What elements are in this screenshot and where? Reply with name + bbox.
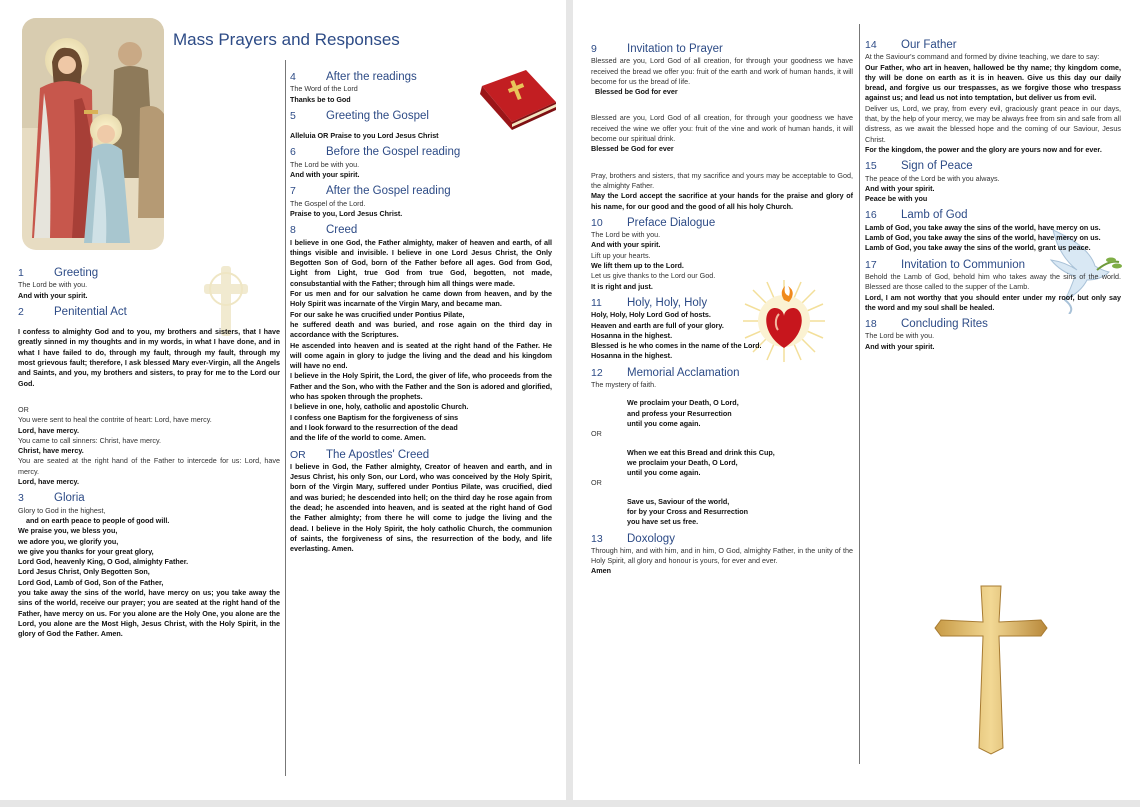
response-text: Lamb of God, you take away the sins of the world, grant us peace. [865, 243, 1091, 253]
spacer [591, 489, 853, 497]
response-text: Lord, I am not worthy that you should enter under my roof, but only say the word and my soul shall be healed. [865, 292, 1121, 312]
response-text: For us men and for our salvation he came down from heaven, and by the Holy Spirit was incarnate of the Virgin Mary, and became man. [290, 289, 552, 309]
priest-text: The Lord be with you. [290, 159, 360, 169]
section-number: 14 [865, 39, 877, 51]
response-text: and the life of the world to come. Amen. [290, 433, 426, 443]
spacer [591, 155, 853, 163]
response-text: for by your Cross and Resurrection [627, 506, 749, 516]
response-text: We proclaim your Death, O Lord, [627, 398, 739, 408]
response-text: Save us, Saviour of the world, [627, 496, 730, 506]
section-number: 9 [591, 43, 597, 55]
section-heading [865, 260, 1121, 270]
section-number: OR [290, 448, 306, 461]
priest-text: Deliver us, Lord, we pray, from every evil, graciously grant peace in our days, that, by the help of your mercy, we may be always free from sin and safe from all distress, as we await the blessed hope and the coming of our Saviour, Jesus Christ. [865, 103, 1121, 144]
section-heading [18, 307, 280, 317]
response-text: When we eat this Bread and drink this Cup, [627, 447, 775, 457]
section-title: Gloria [54, 492, 85, 505]
response-text: until you come again. [627, 418, 701, 428]
priest-text: You were sent to heal the contrite of heart: Lord, have mercy. [18, 415, 212, 425]
response-text: we proclaim your Death, O Lord, [627, 457, 738, 467]
section-title: Invitation to Prayer [627, 43, 723, 55]
response-text: and I look forward to the resurrection of the dead [290, 422, 458, 432]
section-title: Creed [326, 224, 358, 237]
response-text: Our Father, who art in heaven, hallowed be thy name; thy kingdom come, thy will be done on earth as it is in heaven. Give us this day our daily bread, and forgive us our trespasses, as we forgive those who trespass against us; and lead us not into temptation, but deliver us from evil. [865, 62, 1121, 103]
section-number: 1 [18, 267, 24, 279]
response-text: Hosanna in the highest. [591, 351, 673, 361]
section-title: Greeting [54, 267, 99, 279]
response-text: Lamb of God, you take away the sins of the world, have mercy on us. [865, 233, 1101, 243]
response-text: I believe in one God, the Father almighty, maker of heaven and earth, of all things visible and invisible. I believe in one Lord Jesus Christ, the Only Begotten Son of God, born of the Father before all ages. God from God, Light from Light, true God from true God, begotten, not made, consubstantial with the Father; through him all things were made. [290, 237, 552, 288]
section-number: 2 [18, 305, 24, 318]
section-number: 10 [591, 216, 603, 229]
section-heading [290, 186, 552, 196]
spacer [591, 440, 853, 448]
spacer [290, 123, 552, 131]
left-page-column-2 [290, 66, 552, 554]
section-number: 15 [865, 160, 877, 173]
section-number: 4 [290, 71, 296, 83]
response-text: you take away the sins of the world, have mercy on us; you take away the sins of the world, receive our prayer; you are seated at the right hand of the Father, have mercy on us. For you alone are the Holy One, you alone are the Lord, you alone are the Most High, Jesus Christ, with the Holy Spirit, in the glory of God the Father. Amen. [18, 588, 280, 639]
response-text: Heaven and earth are full of your glory. [591, 320, 724, 330]
section-heading [591, 44, 853, 54]
section-heading [865, 319, 1121, 329]
response-text: May the Lord accept the sacrifice at your hands for the praise and glory of his name, for our good and the good of all his holy Church. [591, 191, 853, 211]
response-text: And with your spirit. [865, 341, 935, 351]
response-text: And with your spirit. [290, 170, 360, 180]
section-title: After the Gospel reading [326, 185, 451, 198]
priest-text: Pray, brothers and sisters, that my sacrifice and yours may be acceptable to God, the almighty Father. [591, 170, 853, 190]
response-text: It is right and just. [591, 281, 653, 291]
column-divider [285, 60, 286, 776]
section-title: After the readings [326, 71, 417, 83]
priest-text: The Word of the Lord [290, 84, 358, 94]
section-heading [591, 218, 853, 228]
response-text: Lord God, Lamb of God, Son of the Father, [18, 577, 164, 587]
section-title: Sign of Peace [901, 160, 973, 173]
section-heading [591, 534, 853, 544]
response-text: I confess one Baptism for the forgiveness of sins [290, 412, 459, 422]
section-title: Penitential Act [54, 305, 127, 318]
response-text: I believe in one, holy, catholic and apostolic Church. [290, 402, 469, 412]
response-text: Hosanna in the highest. [591, 330, 673, 340]
priest-text: You are seated at the right hand of the Father to intercede for us: Lord, have mercy. [18, 456, 280, 476]
response-text: Holy, Holy, Holy Lord God of hosts. [591, 310, 711, 320]
response-text: Blessed be God for ever [591, 144, 674, 154]
section-heading [591, 298, 853, 308]
section-title: Memorial Acclamation [627, 366, 740, 379]
response-text: Lord God, heavenly King, O God, almighty Father. [18, 557, 189, 567]
response-text: until you come again. [627, 468, 701, 478]
section-number: 16 [865, 209, 877, 222]
page-title: Mass Prayers and Responses [173, 30, 400, 49]
section-number: 13 [591, 532, 603, 545]
section-title: Lamb of God [901, 209, 968, 222]
section-heading [591, 368, 853, 378]
section-heading [290, 111, 552, 121]
response-text: Praise to you, Lord Jesus Christ. [290, 208, 403, 218]
section-number: 12 [591, 366, 603, 379]
document-page-left [0, 0, 566, 800]
holy-communion-image [22, 18, 164, 250]
spacer [591, 97, 853, 105]
right-page-column-1 [591, 38, 853, 577]
section-heading [290, 450, 552, 460]
response-text: And with your spirit. [18, 290, 88, 300]
section-number: 17 [865, 258, 877, 271]
response-text: you have set us free. [627, 517, 699, 527]
priest-text: Glory to God in the highest, [18, 505, 106, 515]
response-text: He ascended into heaven and is seated at the right hand of the Father. He will come again in glory to judge the living and the dead and his kingdom will have no end. [290, 340, 552, 371]
response-text: Blessed be God for ever [591, 87, 678, 97]
response-text: I believe in the Holy Spirit, the Lord, the giver of life, who proceeds from the Father and the Son, who with the Father and the Son is adored and glorified, who has spoken through the prophets. [290, 371, 552, 402]
response-text: Christ, have mercy. [18, 446, 84, 456]
response-text: Lamb of God, you take away the sins of the world, have mercy on us. [865, 222, 1101, 232]
response-text: and on earth peace to people of good will. [18, 515, 170, 525]
gold-cross-icon [931, 582, 1051, 756]
section-title: Preface Dialogue [627, 216, 716, 229]
priest-text: The Lord be with you. [865, 331, 935, 341]
response-text: I believe in God, the Father almighty, Creator of heaven and earth, and in Jesus Christ, his only Son, our Lord, who was conceived by the Holy Spirit, born of the Virgin Mary, suffered under Pontius Pilate, was crucified, died and was buried; he descended into hell; on the third day he rose again from the dead; he ascended into heaven, and is seated at the right hand of God the Father almighty; from there he will come to judge the living and the dead. I believe in the Holy Spirit, the holy catholic Church, the communion of saints, the forgiveness of sins, the resurrection of the body, and life everlasting. Amen. [290, 461, 552, 554]
spacer [591, 163, 853, 171]
section-title: The Apostles' Creed [326, 448, 430, 461]
section-number: 7 [290, 185, 296, 198]
section-heading [865, 161, 1121, 171]
response-text: We lift them up to the Lord. [591, 261, 684, 271]
priest-text: OR [18, 404, 29, 414]
response-text: Amen [591, 566, 611, 576]
spacer [18, 389, 280, 397]
right-page-column-2 [865, 34, 1121, 352]
section-title: Greeting the Gospel [326, 109, 429, 122]
priest-text: The Gospel of the Lord. [290, 198, 366, 208]
section-heading [290, 72, 552, 82]
priest-text: Through him, and with him, and in him, O God, almighty Father, in the unity of the Holy Spirit, all glory and honour is yours, for ever and ever. [591, 545, 853, 566]
section-title: Holy, Holy, Holy [627, 296, 708, 309]
priest-text: Let us give thanks to the Lord our God. [591, 271, 716, 281]
section-title: Concluding Rites [901, 318, 988, 331]
section-title: Our Father [901, 39, 957, 51]
response-text: he suffered death and was buried, and rose again on the third day in accordance with the Scriptures. [290, 319, 552, 340]
priest-text: The Lord be with you. [18, 280, 88, 290]
section-heading [865, 210, 1121, 220]
section-heading [18, 268, 280, 278]
spacer [18, 319, 280, 327]
priest-text: At the Saviour's command and formed by divine teaching, we dare to say: [865, 52, 1100, 62]
section-heading [865, 40, 1121, 50]
response-text: Lord, have mercy. [18, 477, 79, 487]
section-number: 18 [865, 318, 877, 331]
spacer [591, 390, 853, 398]
response-text: I confess to almighty God and to you, my brothers and sisters, that I have greatly sinned in my thoughts and in my words, in what I have done, and in what I have failed to do, through my fault, through my fault, through my most grievous fault; therefore, I ask blessed Mary ever-Virgin, all the Angels and Saints, and you, my brothers and sisters, to pray for me to the Lord our God. [18, 327, 280, 388]
section-number: 8 [290, 224, 296, 237]
priest-text: Behold the Lamb of God, behold him who takes away the sins of the world. Blessed are those called to the supper of the Lamb. [865, 271, 1121, 292]
section-heading [290, 225, 552, 235]
response-text: And with your spirit. [865, 183, 935, 193]
priest-text: The peace of the Lord be with you always. [865, 173, 1000, 183]
section-number: 5 [290, 109, 296, 122]
response-text: Alleluia OR Praise to you Lord Jesus Christ [290, 131, 439, 141]
priest-text: Blessed are you, Lord God of all creation, for through your goodness we have received the wine we offer you: fruit of the vine and work of human hands, it will become our spiritual drink. [591, 113, 853, 144]
priest-text: Blessed are you, Lord God of all creation, for through your goodness we have received the bread we offer you: fruit of the earth and work of human hands, it will become for us the bread of life. [591, 56, 853, 86]
response-text: Peace be with you [865, 194, 928, 204]
section-number: 6 [290, 146, 296, 159]
priest-text: OR [591, 478, 602, 488]
priest-text: Lift up your hearts. [591, 250, 651, 260]
priest-text: The mystery of faith. [591, 380, 657, 390]
response-text: we give you thanks for your great glory, [18, 546, 154, 556]
response-text: Lord, have mercy. [18, 425, 79, 435]
priest-text: OR [591, 429, 602, 439]
response-text: For the kingdom, the power and the glory are yours now and for ever. [865, 144, 1102, 154]
section-number: 3 [18, 492, 24, 505]
response-text: For our sake he was crucified under Pontius Pilate, [290, 309, 465, 319]
section-heading [18, 493, 280, 503]
document-page-right [573, 0, 1140, 800]
response-text: Lord Jesus Christ, Only Begotten Son, [18, 567, 150, 577]
priest-text: The Lord be with you. [591, 230, 661, 240]
response-text: And with your spirit. [591, 240, 661, 250]
section-title: Before the Gospel reading [326, 146, 461, 159]
section-title: Invitation to Communion [901, 258, 1026, 271]
section-number: 11 [591, 296, 602, 309]
column-divider [859, 24, 860, 764]
response-text: We praise you, we bless you, [18, 526, 118, 536]
spacer [18, 397, 280, 405]
spacer [591, 105, 853, 113]
response-text: we adore you, we glorify you, [18, 536, 119, 546]
left-page-column-1 [18, 262, 280, 640]
section-title: Doxology [627, 532, 675, 545]
response-text: and profess your Resurrection [627, 408, 732, 418]
priest-text: You came to call sinners: Christ, have mercy. [18, 435, 162, 445]
section-heading [290, 147, 552, 157]
response-text: Blessed is he who comes in the name of the Lord. [591, 341, 762, 351]
response-text: Thanks be to God [290, 94, 351, 104]
